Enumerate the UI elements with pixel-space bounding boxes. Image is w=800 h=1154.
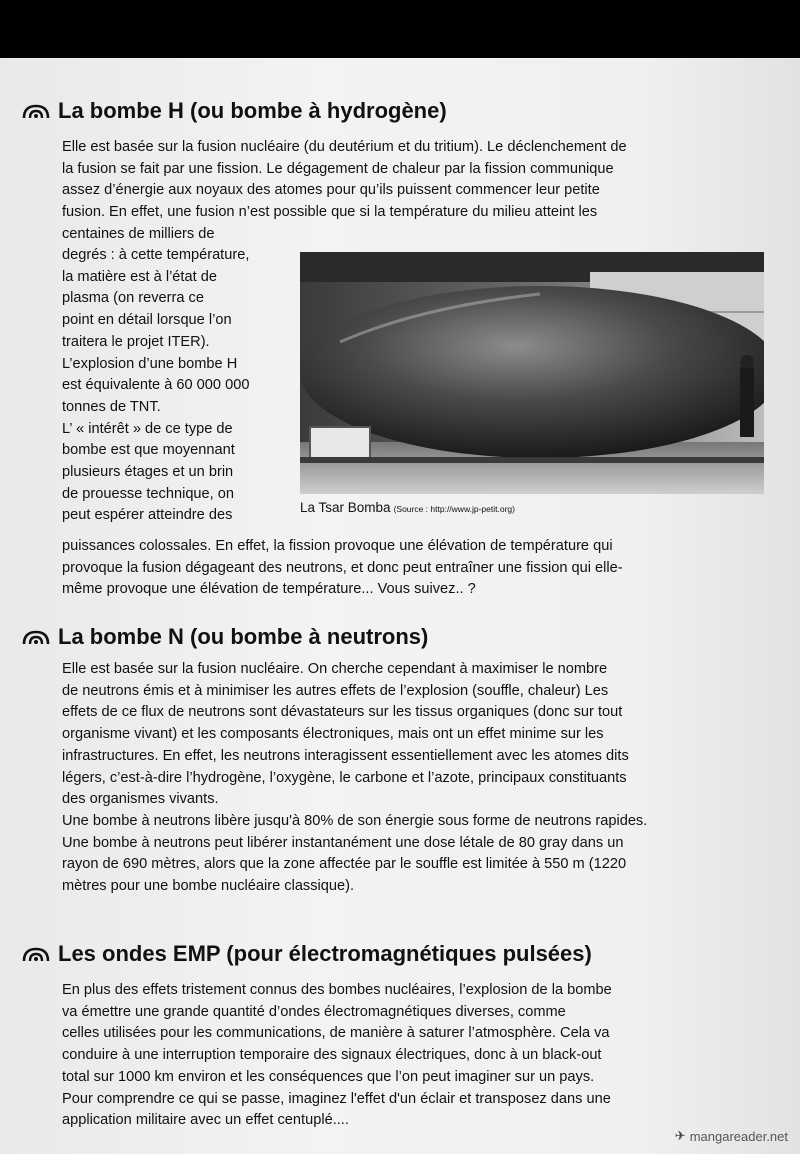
caption-source: (Source : http://www.jp-petit.org): [393, 504, 515, 514]
paragraph-bombe-h-intro: Elle est basée sur la fusion nucléaire (du deutérium et du tritium). Le déclenchement de la fusion se fait par une fission. Le dégagement de chaleur par la fission communique assez d’énergie aux noyaux des atomes pour qu’ils puissent commencer leur petite fusion. En effet, une fusion n’est possible que si la température du milieu atteint les centaines de milliers de: [62, 139, 627, 242]
heading-bombe-n: [22, 624, 428, 650]
document-page: [0, 58, 800, 1154]
tsar-bomba-photo: [300, 252, 764, 494]
watermark: [675, 1128, 788, 1144]
heading-text: Les ondes EMP (pour électromagnétiques pulsées): [58, 941, 592, 966]
tsar-bomba-image: [300, 252, 764, 494]
paragraph-bombe-h-end: puissances colossales. En effet, la fission provoque une élévation de température qui provoque la fusion dégageant des neutrons, et donc peut entraîner une fission qui elle- même provoque une élévation de température... Vous suivez.. ?: [62, 538, 623, 598]
paragraph-ondes-emp: En plus des effets tristement connus des bombes nucléaires, l’explosion de la bombe va émettre une grande quantité d’ondes électromagnétiques diverses, comme celles utilisées pour les communications, de manière à saturer l’atmosphère. Cela va conduire à une interruption temporaire des signaux électriques, donc à un black-out total sur 1000 km environ et les conséquences que l’on peut imaginer sur un pays. Pour comprendre ce qui se passe, imaginez l'effet d'un éclair et transposez dans une application militaire avec un effet centuplé....: [62, 982, 612, 1129]
paragraph-bombe-h-left: degrés : à cette température, la matière est à l’état de plasma (on reverra ce point en détail lorsque l’on traitera le projet ITER). L’explosion d’une bombe H est équivalente à 60 000 000 tonnes de TNT. L’ « intérêt » de ce type de bombe est que moyennant plusieurs étages et un brin de prouesse technique, on peut espérer atteindre des: [62, 247, 250, 524]
figure-caption: [300, 500, 515, 515]
spiral-bullet-icon: [22, 629, 50, 645]
heading-text: La bombe H (ou bombe à hydrogène): [58, 98, 447, 123]
heading-ondes-emp: [22, 941, 592, 967]
watermark-logo-icon: ✈: [674, 1128, 686, 1143]
paragraph-bombe-n: Elle est basée sur la fusion nucléaire. On cherche cependant à maximiser le nombre de neutrons émis et à minimiser les autres effets de l’explosion (souffle, chaleur) Les effets de ce flux de neutrons sont dévastateurs sur les tissus organiques (donc sur tout organisme vivant) et les composants électroniques, mais ont un effet minime sur les infrastructures. En effet, les neutrons interagissent essentiellement avec les atomes dits légers, c’est-à-dire l’hydrogène, l’oxygène, le carbone et l’azote, principaux constituants des organismes vivants. Une bombe à neutrons libère jusqu'à 80% de son énergie sous forme de neutrons rapides. Une bombe à neutrons peut libérer instantanément une dose létale de 80 gray dans un rayon de 690 mètres, alors que la zone affectée par le souffle est limitée à 550 m (1220 mètres pour une bombe nucléaire classique).: [62, 661, 648, 895]
spiral-bullet-icon: [22, 946, 50, 962]
heading-text: La bombe N (ou bombe à neutrons): [58, 624, 429, 649]
watermark-text: mangareader.net: [689, 1128, 788, 1144]
spiral-bullet-icon: [22, 103, 50, 119]
caption-text: La Tsar Bomba: [300, 500, 391, 515]
heading-bombe-h: [22, 98, 447, 124]
